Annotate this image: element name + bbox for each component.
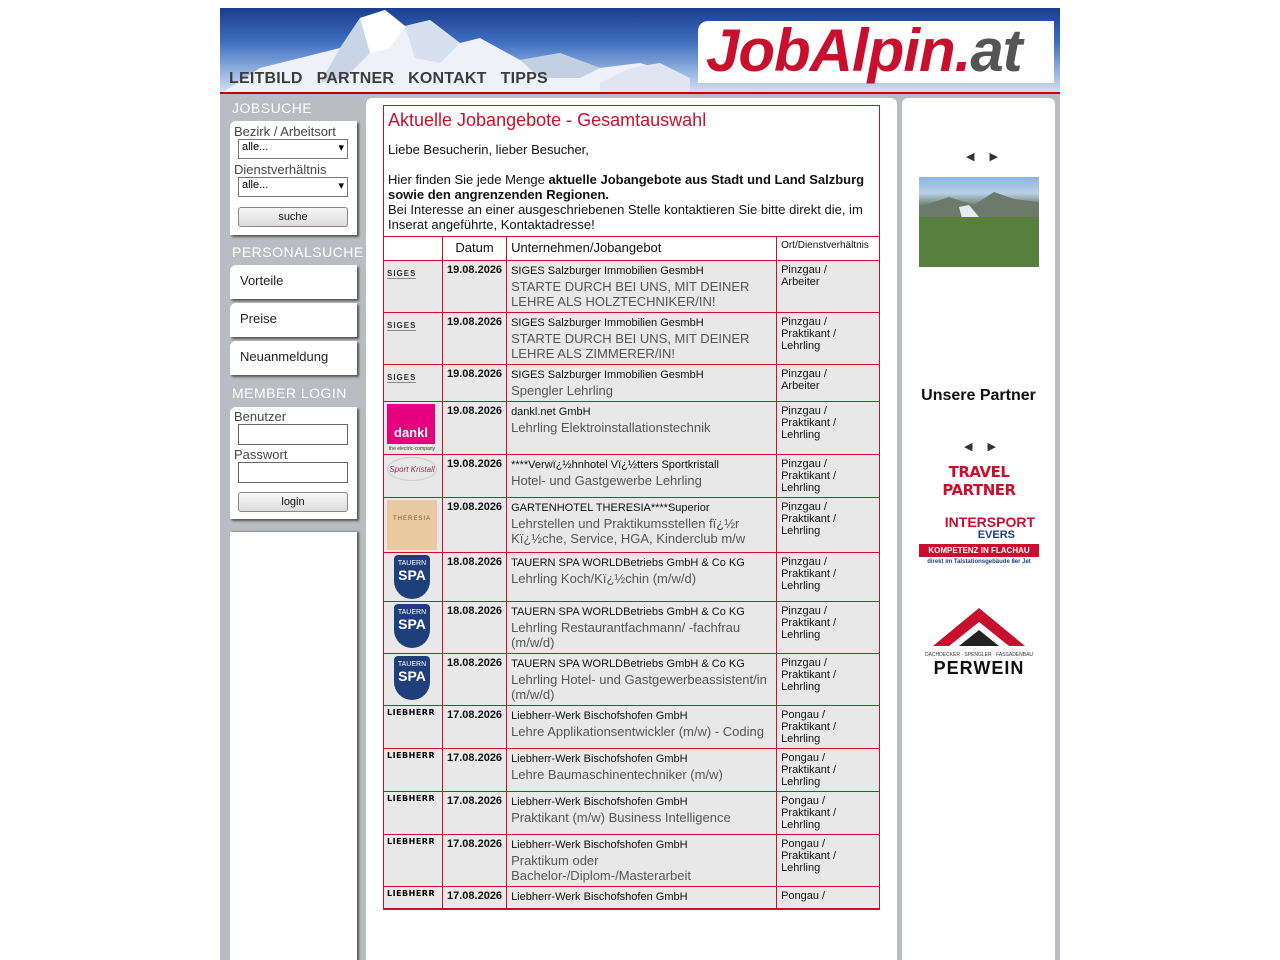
job-date: 17.08.2026 xyxy=(443,835,507,887)
suche-button[interactable]: suche xyxy=(238,207,348,227)
header-unternehmen: Unternehmen/Jobangebot xyxy=(507,237,777,261)
company-logo-cell[interactable] xyxy=(384,553,443,602)
liebherr-logo: LIEBHERR xyxy=(387,751,436,760)
company-logo-cell[interactable] xyxy=(384,602,443,654)
partners-title: Unsere Partner xyxy=(921,387,1036,404)
job-title-link[interactable]: Lehre Applikationsentwickler (m/w) - Coding xyxy=(511,724,764,739)
company-logo-cell[interactable] xyxy=(384,498,443,553)
gallery-arrows[interactable]: ◀ ▶ xyxy=(966,151,1004,163)
intersport-small: direkt im Talstationsgebäude 8er Jet xyxy=(927,559,1031,565)
job-title-link[interactable]: Lehrling Restaurantfachmann/ -fachfrau (m/w/d) xyxy=(511,620,741,650)
company-name: Liebherr-Werk Bischofshofen GmbH xyxy=(511,710,688,722)
passwort-input[interactable] xyxy=(238,462,348,483)
company-name: SIGES Salzburger Immobilien GesmbH xyxy=(511,317,704,329)
table-row[interactable] xyxy=(384,313,880,365)
jobs-body xyxy=(384,261,880,909)
liebherr-logo: LIEBHERR xyxy=(387,794,436,803)
main-content-panel xyxy=(366,98,897,960)
bezirk-select-value: alle... xyxy=(242,141,269,153)
company-logo-cell[interactable] xyxy=(384,261,443,313)
tauern-spa-logo: TAUERN SPA xyxy=(387,555,437,599)
job-title-link[interactable]: Lehrling Elektroinstallationstechnik xyxy=(511,420,711,435)
company-logo-cell[interactable] xyxy=(384,792,443,835)
login-button[interactable]: login xyxy=(238,492,348,512)
job-title-link[interactable]: Spengler Lehrling xyxy=(511,383,613,398)
table-row[interactable] xyxy=(384,602,880,654)
job-date: 17.08.2026 xyxy=(443,792,507,835)
table-row[interactable] xyxy=(384,749,880,792)
jobsuche-box xyxy=(230,121,357,235)
job-cell[interactable] xyxy=(507,455,777,498)
bezirk-label: Bezirk / Arbeitsort xyxy=(234,124,336,139)
siges-logo: SIGES xyxy=(387,269,417,278)
personalsuche-title: PERSONALSUCHE xyxy=(232,244,364,260)
job-region: Pinzgau / xyxy=(781,316,827,328)
job-cell[interactable] xyxy=(507,402,777,455)
menu-preise[interactable]: Preise xyxy=(230,303,357,337)
sportkristall-logo: Sport Kristall xyxy=(387,457,437,481)
job-date: 18.08.2026 xyxy=(443,654,507,706)
intersport-name: INTERSPORT xyxy=(944,514,1035,530)
partner-intersport[interactable] xyxy=(919,514,1039,574)
company-name: Liebherr-Werk Bischofshofen GmbH xyxy=(511,891,688,903)
greeting: Liebe Besucherin, lieber Besucher, xyxy=(388,142,589,157)
company-name: TAUERN SPA WORLDBetriebs GmbH & Co KG xyxy=(511,557,745,569)
company-name: GARTENHOTEL THERESIA****Superior xyxy=(511,502,710,514)
company-logo-cell[interactable] xyxy=(384,654,443,706)
bezirk-select[interactable] xyxy=(238,139,348,159)
table-row[interactable] xyxy=(384,402,880,455)
company-name: TAUERN SPA WORLDBetriebs GmbH & Co KG xyxy=(511,606,745,618)
job-region: Pinzgau / xyxy=(781,368,827,380)
company-name: TAUERN SPA WORLDBetriebs GmbH & Co KG xyxy=(511,658,745,670)
job-type: Praktikant / Lehrling xyxy=(781,807,837,831)
job-cell[interactable] xyxy=(507,313,777,365)
company-name: Liebherr-Werk Bischofshofen GmbH xyxy=(511,839,688,851)
job-cell[interactable] xyxy=(507,498,777,553)
job-date: 17.08.2026 xyxy=(443,887,507,909)
company-logo-cell[interactable] xyxy=(384,887,443,909)
job-region: Pinzgau / xyxy=(781,458,827,470)
siges-logo: SIGES xyxy=(387,321,417,330)
intro-bold: aktuelle Jobangebote aus Stadt und Land Salzburg sowie den angrenzenden Regionen. xyxy=(388,172,865,202)
job-cell[interactable] xyxy=(507,602,777,654)
job-cell[interactable] xyxy=(507,887,777,909)
header-ort: Ort/Dienstverhältnis xyxy=(777,237,880,261)
nav-kontakt[interactable]: KONTAKT xyxy=(408,70,487,87)
table-row[interactable] xyxy=(384,498,880,553)
table-row[interactable] xyxy=(384,261,880,313)
table-row[interactable] xyxy=(384,553,880,602)
table-header-row xyxy=(384,237,880,261)
table-row[interactable] xyxy=(384,706,880,749)
job-title-link[interactable]: Praktikum oder Bachelor-/Diplom-/Masterarbeit xyxy=(511,853,691,883)
intro-pre: Hier finden Sie jede Menge xyxy=(388,172,549,187)
job-cell[interactable] xyxy=(507,365,777,402)
job-title-link[interactable]: Lehrling Hotel- und Gastgewerbeassistent/in (m/w/d) xyxy=(511,672,767,702)
job-title-link[interactable]: Lehrling Koch/Kï¿½chin (m/w/d) xyxy=(511,571,697,586)
job-type: Arbeiter xyxy=(781,380,820,392)
company-logo-cell[interactable] xyxy=(384,313,443,365)
job-location-cell xyxy=(777,402,880,455)
site-logo[interactable]: JobAlpin.at xyxy=(706,17,1022,84)
passwort-label: Passwort xyxy=(234,447,288,462)
job-type: Praktikant / Lehrling xyxy=(781,669,837,693)
table-row[interactable] xyxy=(384,887,880,909)
liebherr-logo: LIEBHERR xyxy=(387,708,436,717)
job-date: 19.08.2026 xyxy=(443,261,507,313)
intersport-slogan: KOMPETENZ IN FLACHAU xyxy=(919,544,1039,557)
job-title-link[interactable]: Hotel- und Gastgewerbe Lehrling xyxy=(511,473,702,488)
job-region: Pinzgau / xyxy=(781,264,827,276)
intro-contact-note: Bei Interesse an einer ausgeschriebenen Stelle kontaktieren Sie bitte direkt die, im Inserat angeführte, Kontaktadresse! xyxy=(388,202,863,232)
dienst-select[interactable] xyxy=(238,177,348,197)
benutzer-label: Benutzer xyxy=(234,409,287,424)
job-region: Pongau / xyxy=(781,752,826,764)
job-type: Praktikant / Lehrling xyxy=(781,328,837,352)
job-type: Praktikant / Lehrling xyxy=(781,568,837,592)
partner-travel-partner[interactable]: TRAVEL PARTNER xyxy=(942,463,1016,499)
member-login-title: MEMBER LOGIN xyxy=(232,385,347,401)
job-cell[interactable] xyxy=(507,706,777,749)
job-title-link[interactable]: STARTE DURCH BEI UNS, MIT DEINER LEHRE ALS HOLZTECHNIKER/IN! xyxy=(511,279,750,309)
liebherr-logo: LIEBHERR xyxy=(387,837,436,846)
jobsuche-title: JOBSUCHE xyxy=(232,100,313,116)
company-logo-cell[interactable] xyxy=(384,365,443,402)
job-cell[interactable] xyxy=(507,835,777,887)
page-wrapper xyxy=(220,8,1060,960)
job-location-cell xyxy=(777,455,880,498)
company-name: SIGES Salzburger Immobilien GesmbH xyxy=(511,369,704,381)
chevron-down-icon: ▾ xyxy=(338,142,344,154)
job-location-cell xyxy=(777,792,880,835)
left-sidebar xyxy=(220,94,364,960)
job-type: Praktikant / Lehrling xyxy=(781,417,837,441)
job-date: 19.08.2026 xyxy=(443,365,507,402)
intro-text xyxy=(384,172,879,202)
nav-leitbild[interactable]: LEITBILD xyxy=(229,70,303,87)
job-date: 19.08.2026 xyxy=(443,313,507,365)
nav-partner[interactable]: PARTNER xyxy=(316,70,395,87)
job-type: Praktikant / Lehrling xyxy=(781,764,837,788)
job-cell[interactable] xyxy=(507,749,777,792)
mountain-photo[interactable] xyxy=(919,177,1039,267)
header-banner xyxy=(220,8,1060,94)
tauern-spa-logo: TAUERN SPA xyxy=(387,656,437,700)
job-type: Arbeiter xyxy=(781,276,820,288)
company-name: dankl.net GmbH xyxy=(511,406,591,418)
table-row[interactable] xyxy=(384,835,880,887)
job-location-cell xyxy=(777,553,880,602)
header-logo xyxy=(384,237,443,261)
siges-logo: SIGES xyxy=(387,373,417,382)
job-date: 18.08.2026 xyxy=(443,602,507,654)
job-region: Pongau / xyxy=(781,890,826,902)
company-logo-cell[interactable] xyxy=(384,749,443,792)
main-nav xyxy=(229,70,562,88)
company-name: Liebherr-Werk Bischofshofen GmbH xyxy=(511,753,688,765)
job-date: 19.08.2026 xyxy=(443,402,507,455)
page-title: Aktuelle Jobangebote - Gesamtauswahl xyxy=(388,110,707,130)
job-cell[interactable] xyxy=(507,792,777,835)
table-row[interactable] xyxy=(384,365,880,402)
partner-arrows[interactable]: ◀ ▶ xyxy=(964,441,1002,453)
dienst-select-value: alle... xyxy=(242,179,269,191)
job-region: Pongau / xyxy=(781,709,826,721)
company-logo-cell[interactable] xyxy=(384,455,443,498)
job-location-cell xyxy=(777,602,880,654)
menu-neuanmeldung[interactable]: Neuanmeldung xyxy=(230,341,357,375)
login-box xyxy=(230,407,357,519)
job-date: 19.08.2026 xyxy=(443,498,507,553)
job-region: Pongau / xyxy=(781,795,826,807)
job-type: Praktikant / Lehrling xyxy=(781,513,837,537)
company-logo-cell[interactable] xyxy=(384,402,443,455)
landscape-image xyxy=(919,177,1039,267)
job-title-link[interactable]: STARTE DURCH BEI UNS, MIT DEINER LEHRE ALS ZIMMERER/IN! xyxy=(511,331,750,361)
job-date: 18.08.2026 xyxy=(443,553,507,602)
dankl-logo-sub: the electric-company xyxy=(388,446,436,452)
job-title-link[interactable]: Lehre Baumaschinentechniker (m/w) xyxy=(511,767,723,782)
job-location-cell xyxy=(777,749,880,792)
perwein-name: PERWEIN xyxy=(933,658,1025,678)
company-name: Liebherr-Werk Bischofshofen GmbH xyxy=(511,796,688,808)
perwein-small: DACHDECKER · SPENGLER · FASSADENBAU xyxy=(924,652,1034,658)
nav-tipps[interactable]: TIPPS xyxy=(500,70,548,87)
partner-perwein[interactable] xyxy=(919,606,1039,676)
job-location-cell xyxy=(777,706,880,749)
job-type: Praktikant / Lehrling xyxy=(781,850,837,874)
job-type: Praktikant / Lehrling xyxy=(781,470,837,494)
company-name: SIGES Salzburger Immobilien GesmbH xyxy=(511,265,704,277)
company-name: ****Verwï¿½hnhotel Vï¿½tters Sportkristall xyxy=(511,459,719,471)
menu-vorteile[interactable]: Vorteile xyxy=(230,265,357,299)
table-row[interactable] xyxy=(384,792,880,835)
job-location-cell xyxy=(777,654,880,706)
job-title-link[interactable]: Praktikant (m/w) Business Intelligence xyxy=(511,810,731,825)
job-region: Pinzgau / xyxy=(781,405,827,417)
dankl-logo: dankl xyxy=(387,404,435,444)
job-listing-box xyxy=(383,105,880,910)
job-region: Pinzgau / xyxy=(781,556,827,568)
company-logo-cell[interactable] xyxy=(384,835,443,887)
company-logo-cell[interactable] xyxy=(384,706,443,749)
job-type: Praktikant / Lehrling xyxy=(781,721,837,745)
table-row[interactable] xyxy=(384,455,880,498)
chevron-down-icon: ▾ xyxy=(338,180,344,192)
job-region: Pinzgau / xyxy=(781,657,827,669)
job-cell[interactable] xyxy=(507,654,777,706)
job-location-cell xyxy=(777,498,880,553)
header-datum: Datum xyxy=(443,237,507,261)
benutzer-input[interactable] xyxy=(238,424,348,445)
job-location-cell xyxy=(777,835,880,887)
job-location-cell xyxy=(777,887,880,909)
right-sidebar xyxy=(902,98,1055,960)
job-title-link[interactable]: Lehrstellen und Praktikumsstellen fï¿½r Kï¿½che, Service, HGA, Kinderclub m/w xyxy=(511,516,746,546)
job-location-cell xyxy=(777,365,880,402)
jobs-table xyxy=(383,236,880,909)
job-location-cell xyxy=(777,313,880,365)
intersport-sub: EVERS xyxy=(977,529,1015,541)
job-location-cell xyxy=(777,261,880,313)
job-date: 19.08.2026 xyxy=(443,455,507,498)
job-date: 17.08.2026 xyxy=(443,706,507,749)
job-cell[interactable] xyxy=(507,553,777,602)
job-cell[interactable] xyxy=(507,261,777,313)
job-region: Pinzgau / xyxy=(781,605,827,617)
tauern-spa-logo: TAUERN SPA xyxy=(387,604,437,648)
table-row[interactable] xyxy=(384,654,880,706)
liebherr-logo: LIEBHERR xyxy=(387,889,436,898)
job-type: Praktikant / Lehrling xyxy=(781,617,837,641)
job-date: 17.08.2026 xyxy=(443,749,507,792)
theresia-logo: THERESIA xyxy=(387,500,437,550)
job-region: Pongau / xyxy=(781,838,826,850)
dienst-label: Dienstverhältnis xyxy=(234,162,327,177)
perwein-roof-icon xyxy=(919,606,1039,646)
left-filler-panel xyxy=(230,532,357,960)
job-region: Pinzgau / xyxy=(781,501,827,513)
